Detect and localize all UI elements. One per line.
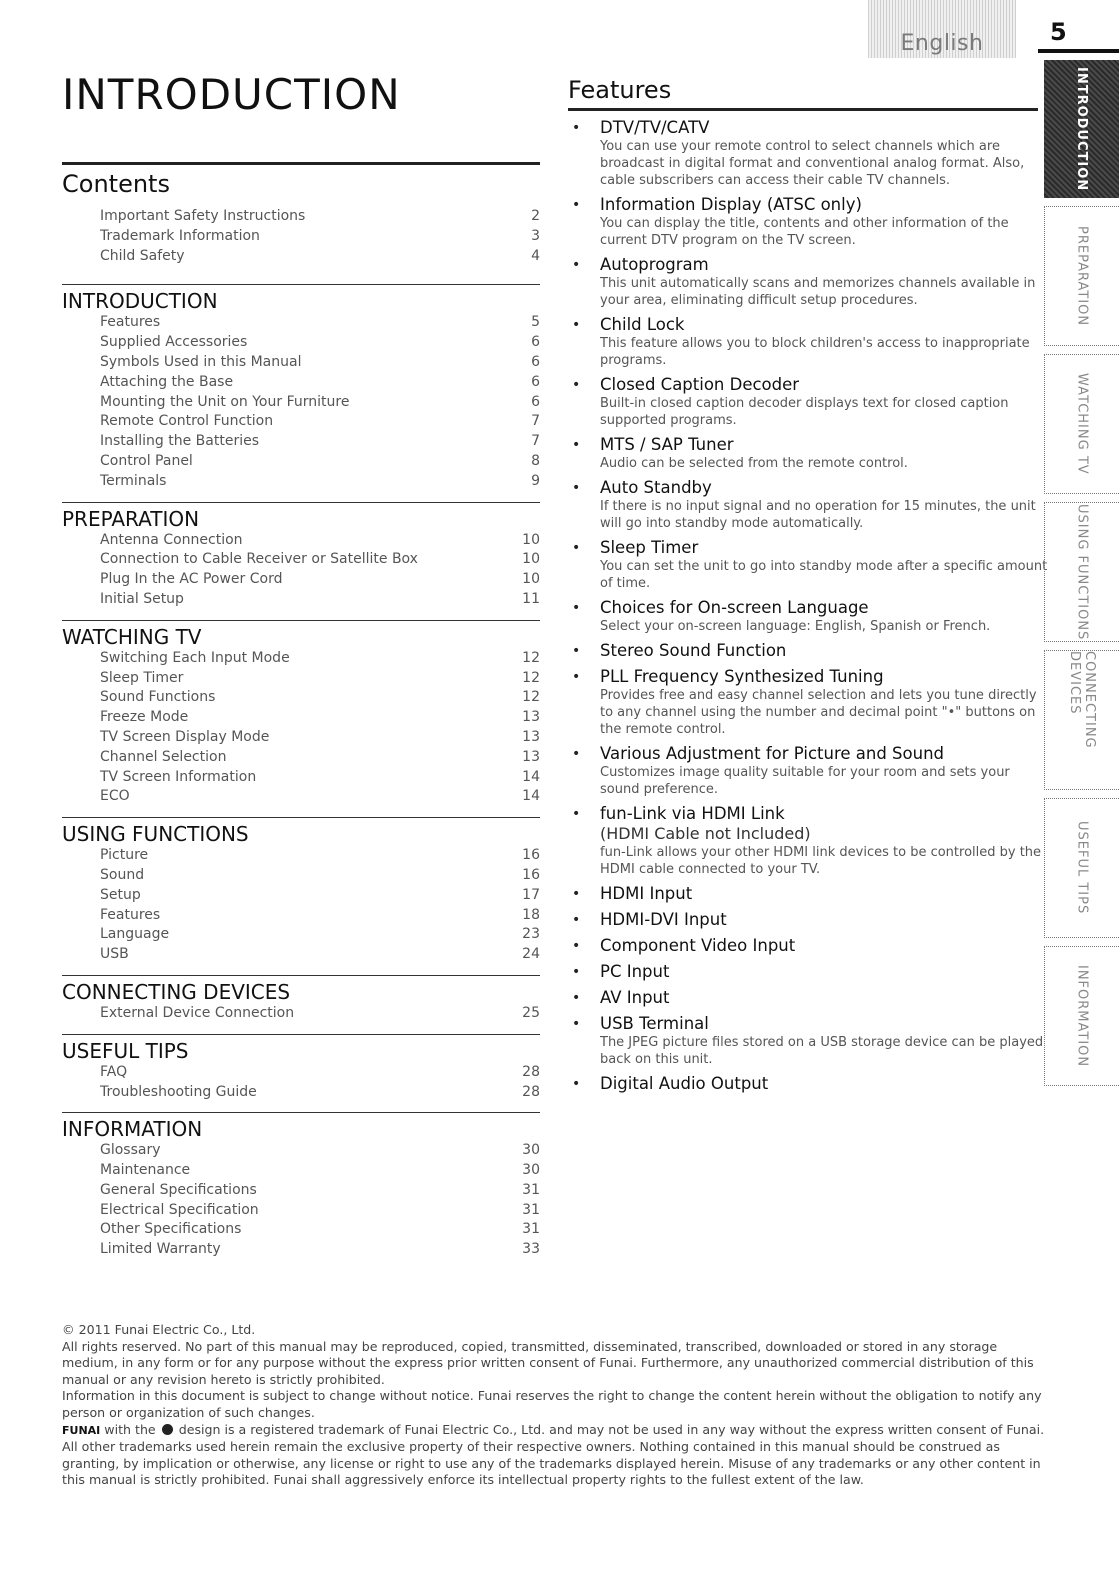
toc-section	[62, 975, 540, 1024]
toc-section-title: INTRODUCTION	[62, 289, 218, 314]
feature-title: USB Terminal	[600, 1014, 709, 1033]
toc-entry-label: External Device Connection	[100, 1004, 295, 1021]
trademark-text-a: with the	[104, 1421, 156, 1437]
feature-description: You can use your remote control to select channels which are broadcast in digital format and conventional analog format. Also, cable subscribers can access their cable TV channels.	[600, 139, 1025, 188]
feature-description: fun-Link allows your other HDMI link devices to be controlled by the HDMI cable connected to your TV.	[600, 845, 1042, 877]
toc-entry-label: Setup	[100, 886, 141, 903]
feature-title: Various Adjustment for Picture and Sound	[600, 744, 945, 763]
toc-entry-page: 13	[522, 748, 540, 765]
toc-entry-label: Freeze Mode	[100, 709, 189, 726]
section-tab-label: USEFUL TIPS	[1074, 821, 1090, 915]
feature-title: Digital Audio Output	[600, 1074, 769, 1093]
toc-entry-label: Mounting the Unit on Your Furniture	[100, 393, 350, 410]
toc-entry	[62, 247, 540, 267]
toc-entry	[62, 531, 540, 551]
feature-title: DTV/TV/CATV	[600, 118, 710, 137]
bullet-icon: •	[572, 886, 581, 902]
toc-entry	[62, 1220, 540, 1240]
feature-item	[568, 255, 1048, 309]
page-title: INTRODUCTION	[62, 70, 401, 119]
toc-entry-label: Glossary	[100, 1142, 161, 1159]
toc-entry-label: ECO	[100, 788, 130, 805]
bullet-icon: •	[572, 437, 581, 453]
toc-entry-label: Trademark Information	[100, 227, 260, 244]
toc-entry-page: 11	[522, 590, 540, 607]
toc-section-title: USING FUNCTIONS	[62, 822, 249, 847]
toc-entry	[62, 906, 540, 926]
section-tab	[1044, 60, 1119, 198]
toc-entry-page: 13	[522, 709, 540, 726]
toc-entry-page: 28	[522, 1083, 540, 1100]
toc-section-title: WATCHING TV	[62, 624, 202, 649]
feature-item	[568, 1014, 1048, 1068]
copyright-line: © 2011 Funai Electric Co., Ltd.	[62, 1322, 256, 1337]
toc-entry-page: 12	[522, 689, 540, 706]
feature-description: Audio can be selected from the remote control.	[600, 456, 908, 471]
feature-title: Stereo Sound Function	[600, 641, 787, 660]
toc-entry-page: 12	[522, 669, 540, 686]
toc-entry-label: Channel Selection	[100, 748, 227, 765]
feature-title: fun-Link via HDMI Link	[600, 804, 785, 823]
feature-title: PC Input	[600, 962, 670, 981]
section-tab-label: INFORMATION	[1074, 964, 1090, 1068]
toc-entry-page: 23	[522, 926, 540, 943]
toc-section-rule	[62, 817, 540, 818]
toc-entry-label: Limited Warranty	[100, 1241, 221, 1258]
toc-entry-label: Switching Each Input Mode	[100, 649, 290, 666]
language-label: English	[900, 31, 984, 56]
feature-title: PLL Frequency Synthesized Tuning	[600, 667, 884, 686]
feature-description: Select your on-screen language: English, Spanish or French.	[600, 619, 991, 634]
toc-entry-label: Connection to Cable Receiver or Satellite Box	[100, 551, 418, 568]
rights-text: All rights reserved. No part of this manual may be reproduced, copied, transmitted, disseminated, transcribed, downloaded or stored in any storage medium, in any form or for any purpose without the express prior written consent of Funai. Furthermore, any unauthorized commercial distribution of this manual or any revision hereto is strictly prohibited.	[62, 1338, 1034, 1387]
toc-entry-page: 6	[531, 373, 540, 390]
toc-entry-label: Sound Functions	[100, 689, 216, 706]
toc-entry	[62, 1201, 540, 1221]
toc-entry-page: 30	[522, 1162, 540, 1179]
toc-entry-page: 28	[522, 1063, 540, 1080]
feature-title: Information Display (ATSC only)	[600, 195, 862, 214]
toc-entry-label: General Specifications	[100, 1181, 257, 1198]
feature-item	[568, 1074, 1048, 1094]
features-list	[568, 118, 1048, 1100]
feature-title: Autoprogram	[600, 255, 709, 274]
toc-section	[62, 284, 540, 491]
feature-description: This feature allows you to block children's access to inappropriate programs.	[600, 336, 1030, 368]
feature-item	[568, 478, 1048, 532]
feature-title: MTS / SAP Tuner	[600, 435, 734, 454]
feature-title: HDMI Input	[600, 884, 693, 903]
feature-title: AV Input	[600, 988, 670, 1007]
toc-entry	[62, 787, 540, 807]
feature-description: Built-in closed caption decoder displays text for closed caption supported programs.	[600, 396, 1009, 428]
toc-entry	[62, 708, 540, 728]
toc-entry-label: Plug In the AC Power Cord	[100, 571, 283, 588]
toc-entry-label: Language	[100, 926, 170, 943]
toc-entry-page: 7	[531, 433, 540, 450]
toc-entry	[62, 393, 540, 413]
toc-entry	[62, 412, 540, 432]
toc-entry	[62, 1004, 540, 1024]
feature-description: Provides free and easy channel selection and lets you tune directly to any channel using the number and decimal point "•" buttons on the remote control.	[600, 688, 1037, 737]
toc-entry-page: 10	[522, 531, 540, 548]
toc-entry-label: Electrical Specification	[100, 1201, 259, 1218]
feature-item	[568, 598, 1048, 635]
bullet-icon: •	[572, 377, 581, 393]
toc-section-rule	[62, 1112, 540, 1113]
toc-entry	[62, 688, 540, 708]
toc-entry	[62, 570, 540, 590]
feature-item	[568, 118, 1048, 189]
funai-logo-icon	[162, 1424, 173, 1435]
toc-entry-page: 6	[531, 353, 540, 370]
bullet-icon: •	[572, 1076, 581, 1092]
feature-item	[568, 884, 1048, 904]
toc-entry	[62, 353, 540, 373]
page-number-rule	[1038, 49, 1119, 53]
feature-title: Closed Caption Decoder	[600, 375, 800, 394]
toc-intro-group	[62, 207, 540, 266]
toc-entry-label: FAQ	[100, 1063, 128, 1080]
toc-entry-page: 14	[522, 768, 540, 785]
toc-section-title: INFORMATION	[62, 1117, 203, 1142]
section-tab-label: INTRODUCTION	[1074, 66, 1089, 192]
toc-entry-label: Important Safety Instructions	[100, 208, 306, 224]
table-of-contents	[62, 207, 540, 1260]
bullet-icon: •	[572, 643, 581, 659]
feature-title: Child Lock	[600, 315, 685, 334]
toc-section-rule	[62, 620, 540, 621]
toc-entry-label: Remote Control Function	[100, 413, 274, 430]
toc-entry-label: Picture	[100, 847, 149, 864]
toc-entry-label: Symbols Used in this Manual	[100, 353, 302, 370]
toc-entry-page: 10	[522, 571, 540, 588]
toc-entry	[62, 333, 540, 353]
bullet-icon: •	[572, 480, 581, 496]
toc-entry-label: Supplied Accessories	[100, 334, 248, 351]
feature-item	[568, 988, 1048, 1008]
toc-section	[62, 1034, 540, 1103]
toc-entry-page: 30	[522, 1142, 540, 1159]
toc-entry-page: 31	[522, 1201, 540, 1218]
section-tab	[1044, 354, 1119, 494]
feature-title: HDMI-DVI Input	[600, 910, 727, 929]
toc-entry	[62, 846, 540, 866]
bullet-icon: •	[572, 600, 581, 616]
feature-subtitle: (HDMI Cable not Included)	[600, 824, 811, 843]
feature-title: Auto Standby	[600, 478, 712, 497]
section-tabs	[1044, 60, 1119, 1094]
toc-section	[62, 1112, 540, 1260]
feature-item	[568, 744, 1048, 798]
toc-entry	[62, 1083, 540, 1103]
toc-section-title: PREPARATION	[62, 506, 200, 531]
toc-entry	[62, 1063, 540, 1083]
toc-entry-label: Features	[100, 906, 161, 923]
bullet-icon: •	[572, 669, 581, 685]
feature-item	[568, 375, 1048, 429]
toc-entry-page: 16	[522, 847, 540, 864]
toc-entry-page: 31	[522, 1181, 540, 1198]
toc-entry	[62, 945, 540, 965]
bullet-icon: •	[572, 1016, 581, 1032]
toc-entry-label: Sleep Timer	[100, 669, 184, 686]
toc-entry-page: 25	[522, 1004, 540, 1021]
contents-rule	[62, 162, 540, 165]
toc-entry-label: Antenna Connection	[100, 531, 243, 548]
toc-entry	[62, 649, 540, 669]
toc-entry-page: 31	[522, 1221, 540, 1238]
toc-entry-label: Other Specifications	[100, 1221, 242, 1238]
toc-entry-label: Features	[100, 314, 161, 331]
toc-entry	[62, 432, 540, 452]
toc-entry-label: USB	[100, 946, 129, 963]
features-heading: Features	[568, 76, 672, 104]
toc-section-rule	[62, 975, 540, 976]
toc-section	[62, 502, 540, 610]
feature-title: Sleep Timer	[600, 538, 699, 557]
toc-entry-label: Child Safety	[100, 247, 185, 264]
toc-entry-page: 12	[522, 649, 540, 666]
feature-description: You can set the unit to go into standby mode after a specific amount of time.	[600, 559, 1048, 591]
toc-entry	[62, 590, 540, 610]
page-number: 5	[1050, 18, 1067, 46]
bullet-icon: •	[572, 746, 581, 762]
bullet-icon: •	[572, 197, 581, 213]
toc-entry-label: Troubleshooting Guide	[100, 1083, 257, 1100]
toc-entry-page: 7	[531, 413, 540, 430]
bullet-icon: •	[572, 257, 581, 273]
toc-entry-page: 18	[522, 906, 540, 923]
toc-entry	[62, 866, 540, 886]
toc-entry-page: 2	[531, 208, 540, 224]
funai-brand: FUNAI	[62, 1423, 101, 1437]
toc-entry-page: 10	[522, 551, 540, 568]
toc-entry-page: 24	[522, 946, 540, 963]
toc-section-rule	[62, 284, 540, 285]
toc-section	[62, 620, 540, 807]
toc-entry-label: Attaching the Base	[100, 373, 234, 390]
toc-entry	[62, 886, 540, 906]
toc-entry-page: 8	[531, 452, 540, 469]
toc-entry-label: Control Panel	[100, 452, 193, 469]
feature-item	[568, 195, 1048, 249]
toc-entry	[62, 768, 540, 788]
toc-entry	[62, 550, 540, 570]
section-tab	[1044, 650, 1119, 790]
feature-description: You can display the title, contents and other information of the current DTV program on the TV screen.	[600, 216, 1009, 248]
toc-entry-page: 17	[522, 886, 540, 903]
toc-entry	[62, 1181, 540, 1201]
bullet-icon: •	[572, 806, 581, 822]
section-tab-label: PREPARATION	[1074, 225, 1090, 327]
section-tab-label: CONNECTING DEVICES	[1067, 651, 1097, 749]
section-tab	[1044, 798, 1119, 938]
toc-entry	[62, 925, 540, 945]
toc-entry	[62, 227, 540, 247]
toc-entry-page: 33	[522, 1241, 540, 1258]
toc-entry-page: 6	[531, 334, 540, 351]
section-tab-label: USING FUNCTIONS	[1074, 503, 1090, 641]
toc-entry-label: Sound	[100, 866, 145, 883]
feature-item	[568, 910, 1048, 930]
toc-entry	[62, 669, 540, 689]
toc-section	[62, 817, 540, 965]
feature-item	[568, 435, 1048, 472]
section-tab	[1044, 206, 1119, 346]
feature-item	[568, 641, 1048, 661]
toc-entry	[62, 1161, 540, 1181]
toc-entry-page: 9	[531, 472, 540, 489]
feature-description: This unit automatically scans and memorizes channels available in your area, eliminating difficult setup procedures.	[600, 276, 1036, 308]
bullet-icon: •	[572, 912, 581, 928]
toc-section-rule	[62, 502, 540, 503]
toc-entry-label: Maintenance	[100, 1162, 191, 1179]
section-tab	[1044, 946, 1119, 1086]
trademark-text-b: design is a registered trademark of Funai Electric Co., Ltd. and may not be used in any way without the express written consent of Funai. All other trademarks used herein remain the exclusive property of their respective owners. Nothing contained in this manual should be construed as granting, by implication or otherwise, any license or right to use any of the trademarks displayed herein. Misuse of any trademarks or any other content in this manual is strictly prohibited. Funai shall aggressively enforce its intellectual property rights to the fullest extent of the law.	[62, 1421, 1045, 1488]
toc-entry-page: 5	[531, 314, 540, 331]
bullet-icon: •	[572, 964, 581, 980]
toc-entry	[62, 373, 540, 393]
toc-entry	[62, 1240, 540, 1260]
toc-entry	[62, 472, 540, 492]
toc-entry-label: Installing the Batteries	[100, 433, 259, 450]
feature-title: Choices for On-screen Language	[600, 598, 869, 617]
bullet-icon: •	[572, 120, 581, 136]
language-banner	[868, 0, 1016, 58]
toc-section-title: CONNECTING DEVICES	[62, 979, 291, 1004]
feature-item	[568, 667, 1048, 738]
toc-entry-label: Initial Setup	[100, 590, 184, 607]
toc-entry	[62, 728, 540, 748]
feature-item	[568, 538, 1048, 592]
bullet-icon: •	[572, 938, 581, 954]
toc-entry	[62, 452, 540, 472]
section-tab	[1044, 502, 1119, 642]
toc-entry-page: 6	[531, 393, 540, 410]
toc-entry-page: 13	[522, 728, 540, 745]
toc-entry-page: 14	[522, 788, 540, 805]
toc-entry-label: TV Screen Information	[100, 768, 257, 785]
toc-entry-page: 3	[531, 227, 540, 244]
feature-item	[568, 936, 1048, 956]
toc-entry-page: 16	[522, 866, 540, 883]
notice-text: Information in this document is subject to change without notice. Funai reserves the right to change the content herein without the obligation to notify any person or organization of such changes.	[62, 1388, 1042, 1420]
toc-section-title: USEFUL TIPS	[62, 1038, 189, 1063]
section-tab-label: WATCHING TV	[1074, 373, 1090, 475]
feature-item	[568, 804, 1048, 878]
toc-entry	[62, 313, 540, 333]
contents-heading: Contents	[62, 170, 170, 198]
bullet-icon: •	[572, 317, 581, 333]
feature-item	[568, 315, 1048, 369]
toc-entry-label: Terminals	[100, 472, 167, 489]
feature-description: The JPEG picture files stored on a USB storage device can be played back on this unit.	[600, 1035, 1044, 1067]
toc-entry-page: 4	[531, 247, 540, 264]
bullet-icon: •	[572, 990, 581, 1006]
feature-title: Component Video Input	[600, 936, 796, 955]
feature-item	[568, 962, 1048, 982]
trademark-text	[62, 1422, 1050, 1489]
toc-section-rule	[62, 1034, 540, 1035]
toc-entry	[62, 1141, 540, 1161]
feature-description: If there is no input signal and no operation for 15 minutes, the unit will go into standby mode automatically.	[600, 499, 1036, 531]
features-rule	[568, 108, 1038, 111]
legal-notice	[62, 1322, 1050, 1489]
toc-entry	[62, 207, 540, 227]
feature-description: Customizes image quality suitable for your room and sets your sound preference.	[600, 765, 1010, 797]
toc-entry	[62, 748, 540, 768]
toc-entry-label: TV Screen Display Mode	[100, 728, 270, 745]
bullet-icon: •	[572, 540, 581, 556]
